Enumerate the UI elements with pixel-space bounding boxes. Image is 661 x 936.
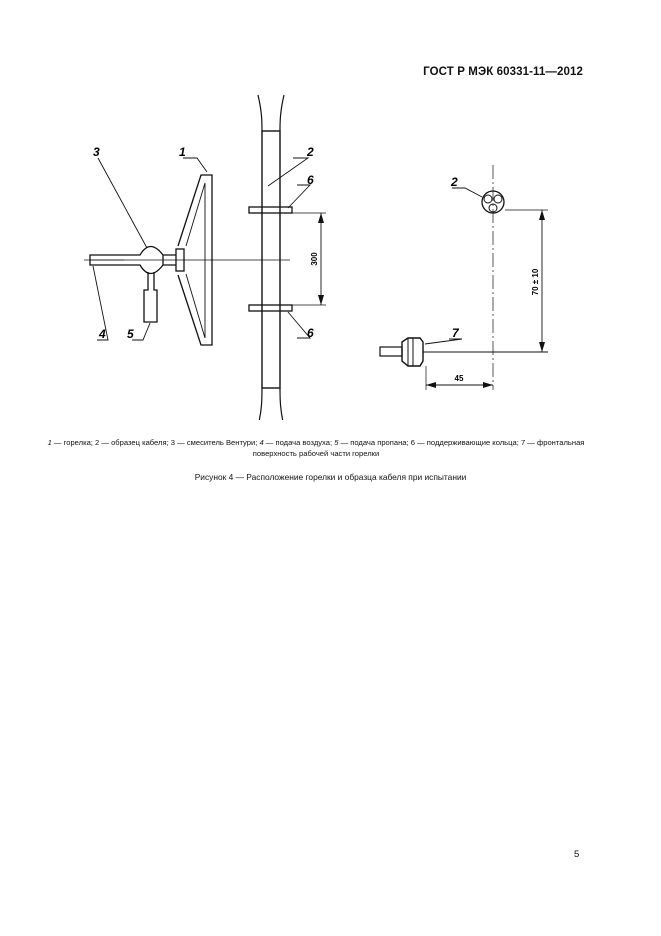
- legend-item-7: 7 — фронтальная поверхность рабочей части горелки: [252, 438, 585, 458]
- callout-4-air-supply: 4: [99, 327, 106, 341]
- cable-sample-drawing: [258, 95, 284, 420]
- legend-item-2: 2 — образец кабеля;: [95, 438, 171, 447]
- callout-1-burner: 1: [179, 145, 186, 159]
- callout-2-cable-section: 2: [451, 175, 458, 189]
- figure-caption: Рисунок 4 — Расположение горелки и образца кабеля при испытании: [194, 472, 467, 482]
- support-ring-bottom: [249, 305, 292, 311]
- callout-6-support-ring-bottom: 6: [307, 326, 314, 340]
- dimension-ring-spacing: 300: [310, 252, 319, 266]
- callout-5-propane-supply: 5: [127, 327, 134, 341]
- legend-item-1: 1 — горелка;: [47, 438, 96, 447]
- page-number: 5: [574, 849, 580, 860]
- test-arrangement-figure: [0, 0, 661, 420]
- callout-3-venturi-mixer: 3: [93, 145, 100, 159]
- support-ring-top: [249, 207, 292, 213]
- legend-item-3: 3 — смеситель Вентури;: [170, 438, 260, 447]
- legend-item-4: 4 — подача воздуха;: [259, 438, 335, 447]
- callout-2-cable-sample: 2: [307, 145, 314, 159]
- legend-item-5: 5 — подача пропана;: [334, 438, 411, 447]
- document-code-header: ГОСТ Р МЭК 60331-11—2012: [423, 66, 583, 78]
- legend-item-6: 6 — поддерживающие кольца;: [410, 438, 521, 447]
- dimension-height-offset: 70 ± 10: [531, 268, 540, 296]
- callout-6-support-ring-top: 6: [307, 173, 314, 187]
- callout-7-burner-face: 7: [452, 326, 459, 340]
- burner-end-view: [380, 338, 423, 366]
- dimension-horizontal-distance: 45: [454, 374, 464, 383]
- figure-legend: [46, 437, 586, 459]
